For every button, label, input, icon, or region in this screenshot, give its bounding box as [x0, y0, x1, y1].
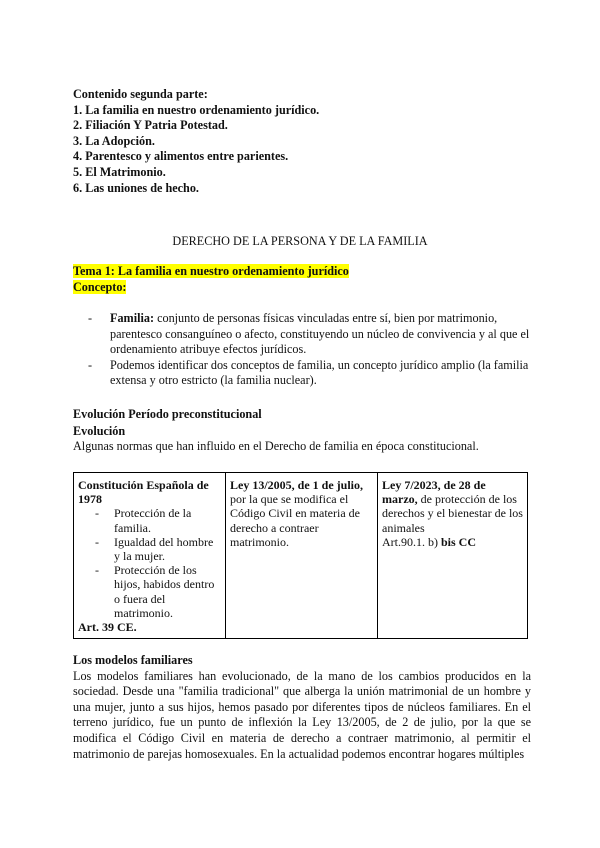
dash-bullet-icon: - [95, 534, 99, 549]
list-item-text: Protección de los hijos, habidos dentro o fuera del matrimonio. [114, 563, 215, 620]
toc-item: 5. El Matrimonio. [73, 164, 166, 179]
cell-title: Ley 7/2023, de 28 de marzo, [382, 478, 486, 507]
cell-list [78, 506, 221, 620]
table-cell-ley-2023 [378, 473, 528, 639]
table-of-contents [73, 87, 319, 196]
list-item [73, 311, 533, 358]
cell-title: Constitución Española de 1978 [78, 478, 209, 507]
laws-table [73, 472, 528, 639]
section-subheading: Evolución [73, 423, 126, 438]
definition-list [73, 311, 533, 389]
table-cell-ley-2005 [226, 473, 378, 639]
toc-item: 6. Las uniones de hecho. [73, 180, 199, 195]
list-item [73, 358, 533, 389]
dash-bullet-icon: - [88, 357, 93, 372]
evolution-section [73, 407, 543, 455]
definition-text: conjunto de personas físicas vinculadas entre sí, bien por matrimonio, parentesco consanguíneo o afecto, constituyendo un núcleo de convivencia y al que el ordenamiento atribuye efectos jurídicos. [110, 311, 530, 357]
list-item [78, 506, 221, 534]
list-item-text: Protección de la familia. [114, 506, 192, 535]
dash-bullet-icon: - [88, 311, 93, 325]
cell-title: Ley 13/2005, de 1 de julio, [230, 478, 364, 492]
toc-heading: Contenido segunda parte: [73, 87, 208, 101]
cell-footer: Art. 39 CE. [78, 620, 137, 635]
section-heading: Los modelos familiares [73, 653, 193, 667]
section-paragraph: Los modelos familiares han evolucionado, de la mano de los cambios producidos en la sociedad. Desde una "familia tradicional" que alberga la unión matrimonial de un hombre y una mujer, junto a sus hijos, hemos pasado por diferentes tipos de núcleos familiares. En el terreno jurídico, fue un punto de inflexión la Ley 13/2005, de 2 de julio, por la que se modifica el Código Civil en materia de derecho a contraer matrimonio, al permitir el matrimonio de parejas homosexuales. En la actualidad podemos encontrar hogares múltiples [73, 668, 531, 761]
toc-item: 1. La familia en nuestro ordenamiento jurídico. [73, 102, 320, 117]
cell-ref: Art.90.1. b) [382, 534, 441, 549]
list-item-text: Igualdad del hombre y la mujer. [114, 534, 214, 564]
tema-block [73, 264, 349, 296]
section-heading: Evolución Período preconstitucional [73, 407, 262, 421]
table-cell-constitucion [74, 473, 226, 639]
toc-item: 2. Filiación Y Patria Potestad. [73, 118, 228, 133]
toc-item: 4. Parentesco y alimentos entre parientes. [73, 149, 289, 164]
document-title: DERECHO DE LA PERSONA Y DE LA FAMILIA [172, 234, 428, 248]
toc-item: 3. La Adopción. [73, 133, 155, 148]
definition-term: Familia: [110, 311, 155, 325]
dash-bullet-icon: - [95, 563, 99, 578]
tema-title: Tema 1: La familia en nuestro ordenamiento jurídico [73, 264, 349, 278]
section-intro: Algunas normas que han influido en el Derecho de familia en época constitucional. [73, 439, 479, 454]
list-item [78, 563, 221, 620]
cell-text: por la que se modifica el Código Civil en materia de derecho a contraer matrimonio. [230, 492, 360, 549]
modelos-section [73, 653, 531, 762]
definition-text: Podemos identificar dos conceptos de familia, un concepto jurídico amplio (la familia extensa y otro estricto (la familia nuclear). [110, 357, 529, 388]
cell-text: de protección de los derechos y el bienestar de los animales [382, 492, 523, 535]
list-item [78, 535, 221, 563]
cell-ref-bold: bis CC [441, 534, 477, 549]
dash-bullet-icon: - [95, 506, 99, 521]
table-row [74, 473, 528, 639]
concepto-label: Concepto: [73, 280, 127, 294]
